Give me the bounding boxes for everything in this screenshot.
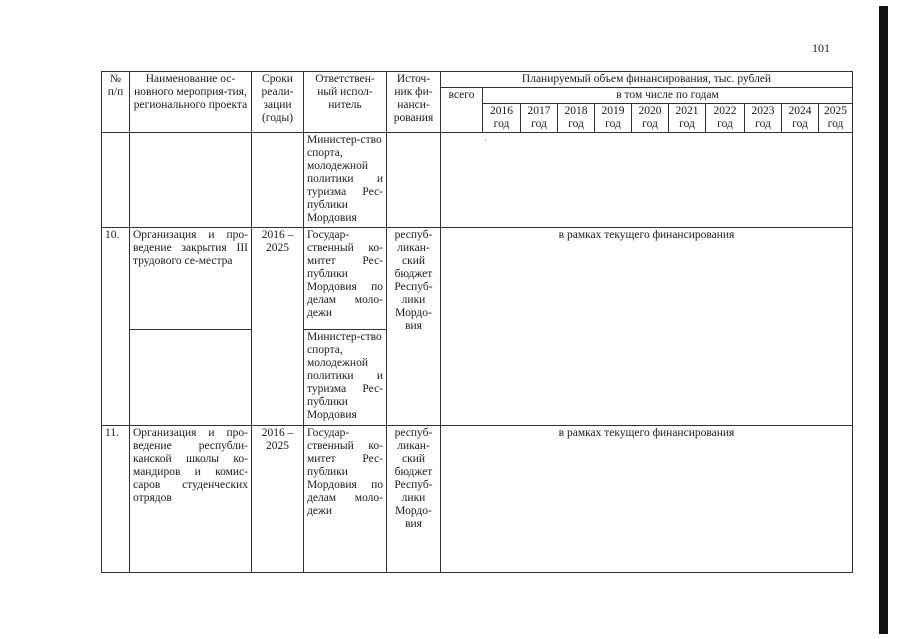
page-number: 101: [812, 41, 830, 55]
row11-term: 2016 – 2025: [252, 426, 304, 573]
scan-edge: [879, 6, 888, 634]
row10-source: респуб-ликан-ский бюджет Респуб-лики Мордо-вия: [387, 228, 441, 426]
row11-source: респуб-ликан-ский бюджет Респуб-лики Мордо-вия: [387, 426, 441, 573]
row11-financing: в рамках текущего финансирования: [441, 426, 853, 573]
header-responsible: Ответствен-ный испол-нитель: [304, 72, 387, 133]
header-year-2020: 2020 год: [632, 104, 669, 133]
cont-mark: ·: [484, 135, 487, 145]
header-by-years: в том числе по годам: [483, 88, 853, 104]
row10-responsible-1: Государ-ственный ко-митет Рес-публики Мордовия по делам моло-дежи: [304, 228, 387, 330]
cont-num-cell: [102, 133, 130, 228]
header-name: Наименование ос-новного мероприя-тия, регионального проекта: [130, 72, 252, 133]
header-year-2024: 2024 год: [782, 104, 819, 133]
cont-name-cell: [130, 133, 252, 228]
cont-source-cell: [387, 133, 441, 228]
header-year-2025: 2025 год: [819, 104, 853, 133]
header-total: всего: [441, 88, 483, 133]
financing-table: [101, 71, 853, 573]
cont-financing-cell: [441, 133, 853, 228]
header-year-2016: 2016 год: [483, 104, 521, 133]
header-source: Источ-ник фи-нанси-рования: [387, 72, 441, 133]
cont-term-cell: [252, 133, 304, 228]
header-year-2018: 2018 год: [558, 104, 595, 133]
header-term: Сроки реали-зации (годы): [252, 72, 304, 133]
header-year-2023: 2023 год: [745, 104, 782, 133]
cont-responsible: Министер-ство спорта, молодежной политики и туризма Рес-публики Мордовия: [304, 133, 387, 228]
header-year-2019: 2019 год: [595, 104, 632, 133]
row10-responsible-2: Министер-ство спорта, молодежной политики и туризма Рес-публики Мордовия: [304, 330, 387, 426]
row10-financing: в рамках текущего финансирования: [441, 228, 853, 426]
row11-num: 11.: [102, 426, 130, 573]
row10-name: Организация и про-ведение закрытия III трудового се-местра: [130, 228, 252, 330]
header-year-2017: 2017 год: [521, 104, 558, 133]
header-year-2021: 2021 год: [669, 104, 706, 133]
row11-responsible: Государ-ственный ко-митет Рес-публики Мордовия по делам моло-дежи: [304, 426, 387, 573]
header-planned-volume: Планируемый объем финансирования, тыс. рублей: [441, 72, 853, 88]
row10-name-cont: [130, 330, 252, 426]
row11-name: Организация и про-ведение республи-канской школы ко-мандиров и комис-саров студенческих отрядов: [130, 426, 252, 573]
row10-term: 2016 – 2025: [252, 228, 304, 426]
header-num: № п/п: [102, 72, 130, 133]
header-year-2022: 2022 год: [706, 104, 745, 133]
row10-num: 10.: [102, 228, 130, 426]
